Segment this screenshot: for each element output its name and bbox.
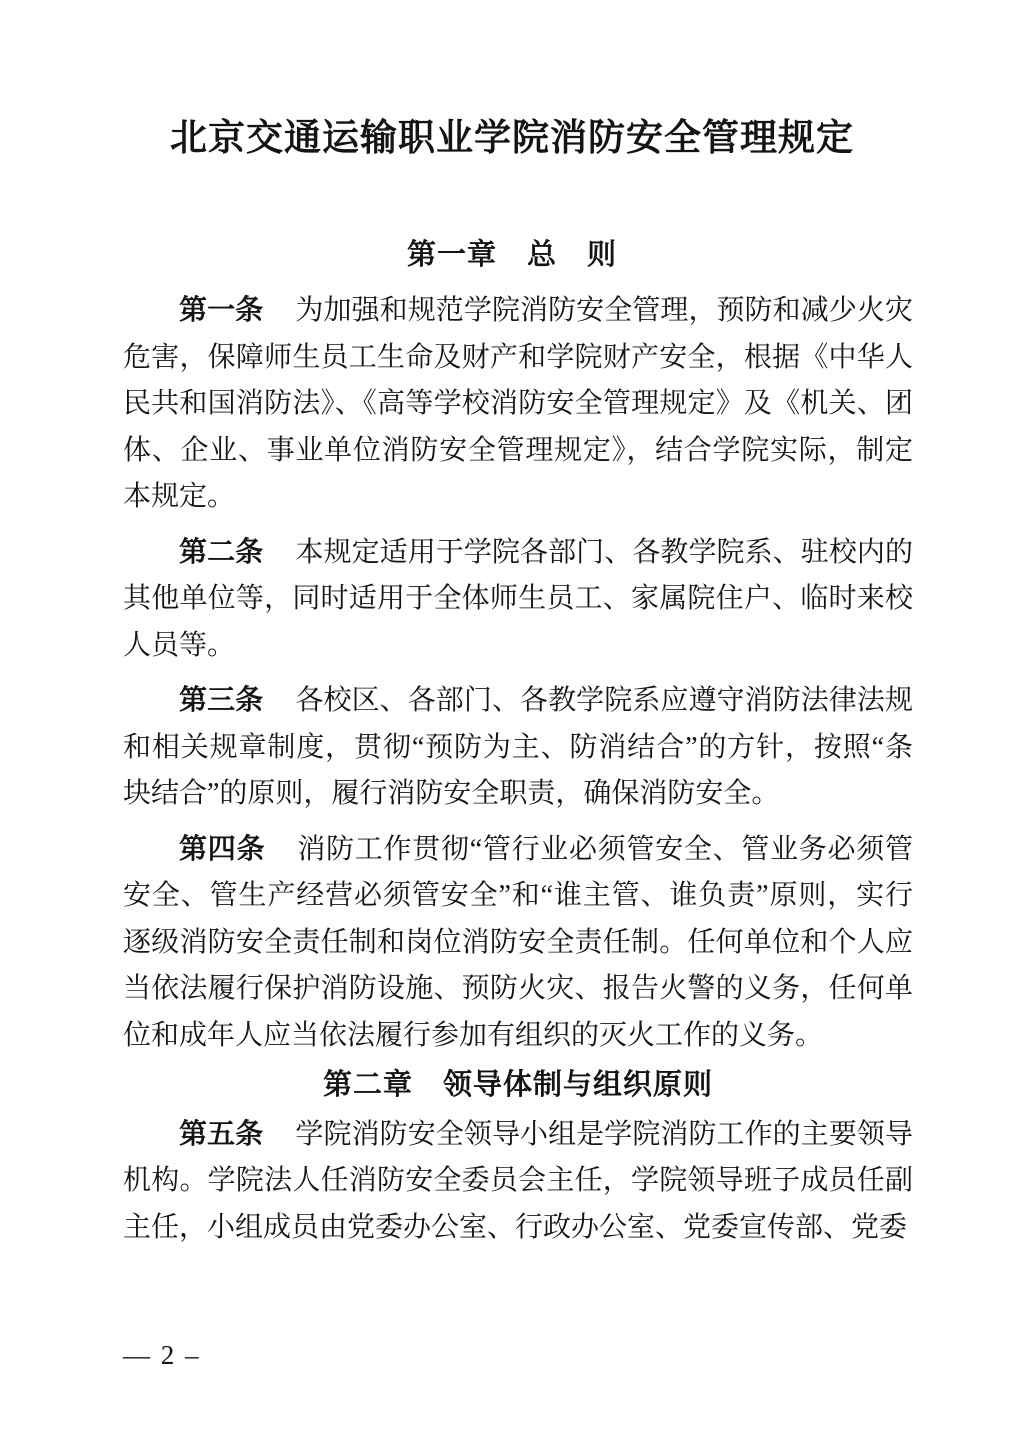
chapter-1-heading: 第一章 总 则: [406, 239, 617, 272]
document-title: 北京交通运输职业学院消防安全管理规定: [170, 118, 854, 159]
article-1: [123, 287, 913, 521]
article-5-text: 学院消防安全领导小组是学院消防工作的主要领导机构。学院法人任消防安全委员会主任，学院领导班子成员任副主任，小组成员由党委办公室、行政办公室、党委宣传部、党委: [123, 1118, 913, 1243]
article-2: [123, 529, 913, 670]
article-1-text: 为加强和规范学院消防安全管理，预防和减少火灾危害，保障师生员工生命及财产和学院财产安全，根据《中华人民共和国消防法》、《高等学校消防安全管理规定》及《机关、团体、企业、事业单位消防安全管理规定》，结合学院实际，制定本规定。: [123, 295, 913, 513]
article-4-text: 消防工作贯彻“管行业必须管安全、管业务必须管安全、管生产经营必须管安全”和“谁主管、谁负责”原则，实行逐级消防安全责任制和岗位消防安全责任制。任何单位和个人应当依法履行保护消防设施、预防火灾、报告火警的义务，任何单位和成年人应当依法履行参加有组织的灭火工作的义务。: [123, 833, 913, 1051]
article-3-text: 各校区、各部门、各教学院系应遵守消防法律法规和相关规章制度，贯彻“预防为主、防消结合”的方针，按照“条块结合”的原则，履行消防安全职责，确保消防安全。: [123, 685, 913, 810]
document-body: [0, 287, 1024, 1251]
page-number: — 2 –: [123, 1340, 201, 1370]
article-2-label: 第二条: [179, 535, 264, 567]
chapter-2-heading: 第二章 领导体制与组织原则: [322, 1069, 713, 1102]
article-5: [123, 1111, 913, 1252]
article-5-label: 第五条: [179, 1117, 264, 1149]
article-4-label: 第四条: [179, 832, 266, 864]
article-3: [123, 677, 913, 818]
article-2-text: 本规定适用于学院各部门、各教学院系、驻校内的其他单位等，同时适用于全体师生员工、家属院住户、临时来校人员等。: [123, 536, 913, 661]
article-1-label: 第一条: [179, 294, 264, 326]
article-4: [123, 826, 913, 1060]
article-3-label: 第三条: [179, 684, 264, 716]
